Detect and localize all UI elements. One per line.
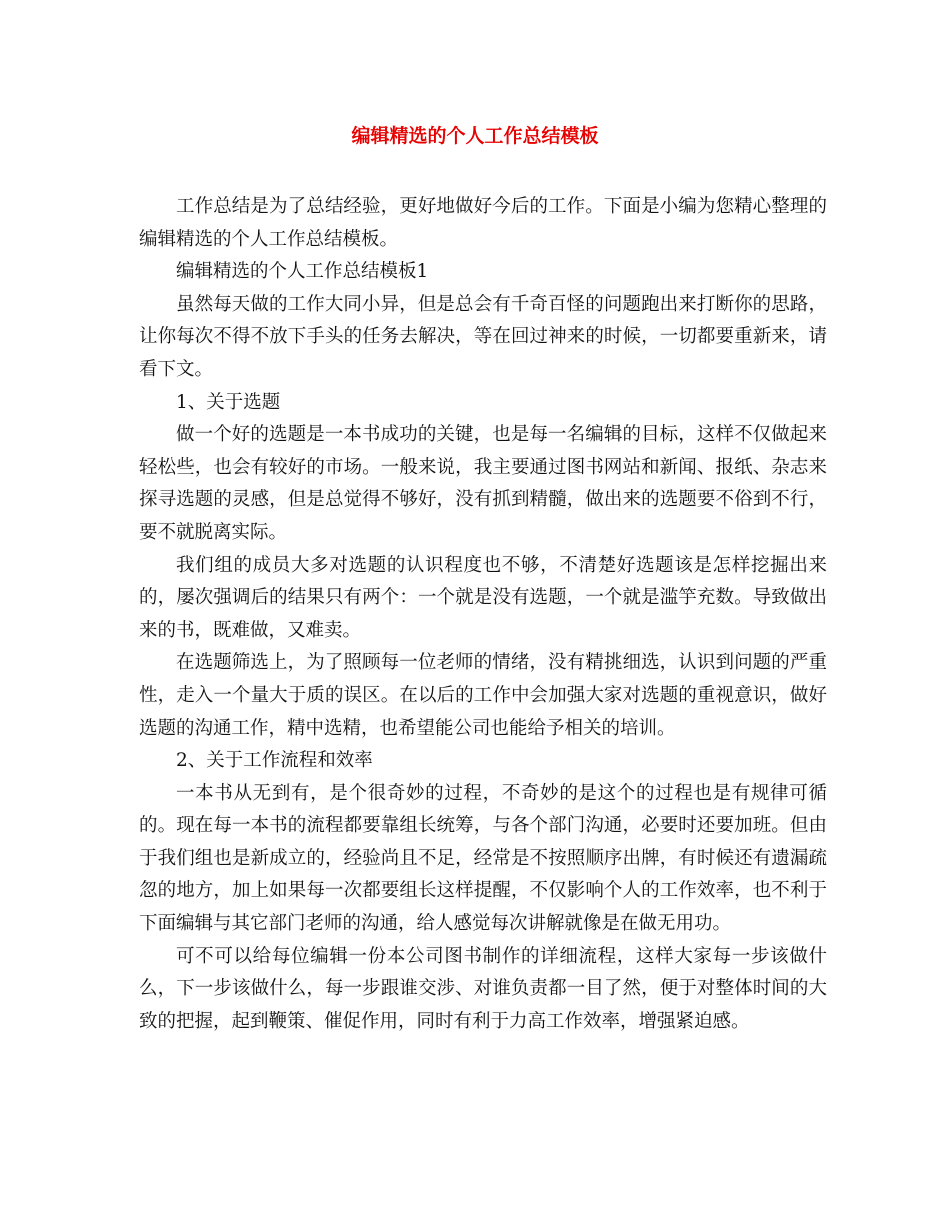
- section-heading-workflow: 2、关于工作流程和效率: [176, 750, 373, 772]
- section-heading-topic-selection: 1、关于选题: [176, 391, 281, 413]
- paragraph-opening: 虽然每天做的工作大同小异，但是总会有千奇百怪的问题跑出来打断你的思路，让你每次不得不放下手头的任务去解决，等在回过神来的时候，一切都要重新来，请看下文。: [139, 293, 827, 380]
- paragraph-workflow-suggestion: 可不可以给每位编辑一份本公司图书制作的详细流程，这样大家每一步该做什么，下一步该做什么，每一步跟谁交涉、对谁负责都一目了然，便于对整体时间的大致的把握，起到鞭策、催促作用，同时有利于力高工作效率，增强紧迫感。: [139, 945, 827, 1032]
- paragraph-template-heading: 编辑精选的个人工作总结模板1: [176, 261, 429, 283]
- document-body: [139, 191, 827, 1038]
- paragraph-topic-key: 做一个好的选题是一本书成功的关键，也是每一名编辑的目标，这样不仅做起来轻松些，也会有较好的市场。一般来说，我主要通过图书网站和新闻、报纸、杂志来探寻选题的灵感，但是总觉得不够好，没有抓到精髓，做出来的选题要不俗到不行，要不就脱离实际。: [139, 424, 827, 543]
- paragraph-book-process: 一本书从无到有，是个很奇妙的过程，不奇妙的是这个的过程也是有规律可循的。现在每一本书的流程都要靠组长统筹，与各个部门沟通，必要时还要加班。但由于我们组也是新成立的，经验尚且不足，经常是不按照顺序出牌，有时候还有遗漏疏忽的地方，加上如果每一次都要组长这样提醒，不仅影响个人的工作效率，也不利于下面编辑与其它部门老师的沟通，给人感觉每次讲解就像是在做无用功。: [139, 782, 827, 935]
- document-title: 编辑精选的个人工作总结模板: [351, 125, 599, 147]
- paragraph-screening: 在选题筛选上，为了照顾每一位老师的情绪，没有精挑细选，认识到问题的严重性，走入一个量大于质的误区。在以后的工作中会加强大家对选题的重视意识，做好选题的沟通工作，精中选精，也希望能公司也能给予相关的培训。: [139, 652, 827, 739]
- paragraph-team-awareness: 我们组的成员大多对选题的认识程度也不够，不清楚好选题该是怎样挖掘出来的，屡次强调后的结果只有两个：一个就是没有选题，一个就是滥竽充数。导致做出来的书，既难做，又难卖。: [139, 554, 827, 641]
- paragraph-intro: 工作总结是为了总结经验，更好地做好今后的工作。下面是小编为您精心整理的编辑精选的个人工作总结模板。: [139, 196, 827, 250]
